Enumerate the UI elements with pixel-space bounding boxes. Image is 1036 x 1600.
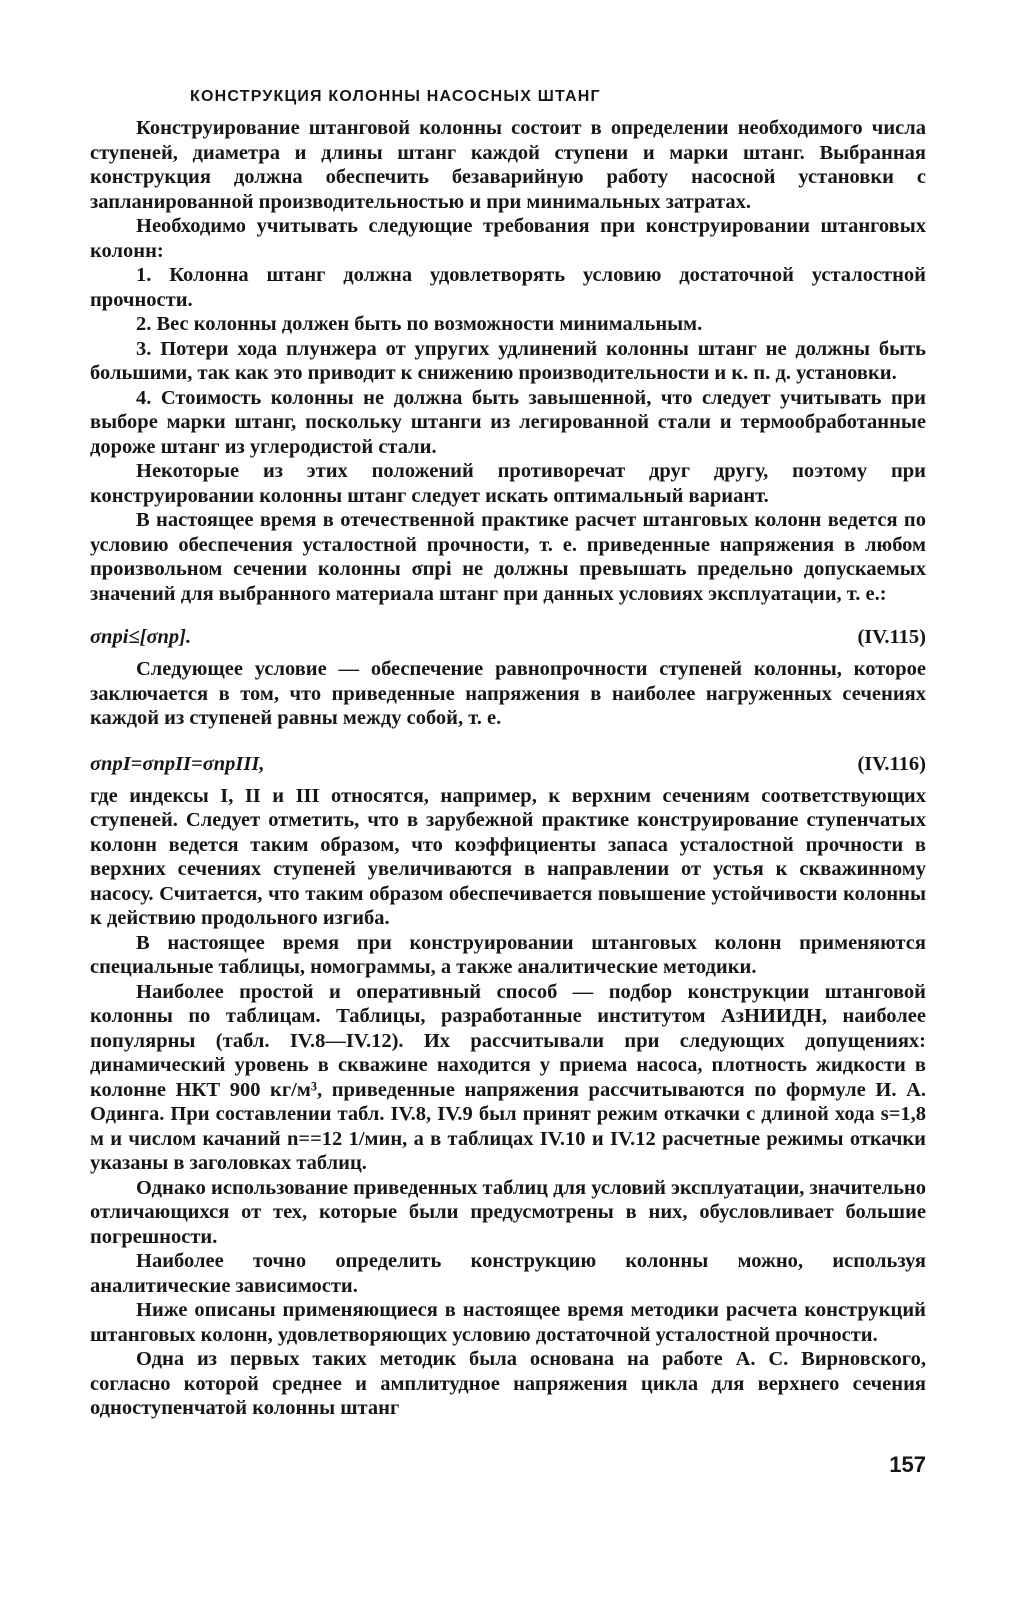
list-item: 3. Потери хода плунжера от упругих удлинений колонны штанг не должны быть большими, так как это приводит к снижению производительности и к. п. д. установки. [90,337,926,384]
page-number: 157 [889,1452,926,1477]
formula-number: (IV.116) [857,752,926,775]
paragraph: Наиболее простой и оперативный способ — подбор конструкции штанговой колонны по таблицам. Таблицы, разработанные институтом АзНИИДН, наиболее популярны (табл. IV.8—IV.12). Их рассчитывали при следующих допущениях: динамический уровень в скважине находится у приема насоса, плотность жидкости в колонне НКТ 900 кг/м³, приведенные напряжения рассчитываются по формуле И. А. Одинга. При составлении табл. IV.8, IV.9 был принят режим откачки с длиной хода s=1,8 м и числом качаний n==12 1/мин, а в таблицах IV.10 и IV.12 расчетные режимы откачки указаны в заголовках таблиц. [90,980,926,1174]
list-item: 4. Стоимость колонны не должна быть завышенной, что следует учитывать при выборе марки штанг, поскольку штанги из легированной стали и термообработанные дороже штанг из углеродистой стали. [90,386,926,458]
paragraph: Ниже описаны применяющиеся в настоящее время методики расчета конструкций штанговых колонн, удовлетворяющих условию достаточной усталостной прочности. [90,1299,926,1346]
formula-expression: σпрi≤[σпр]. [90,626,192,648]
paragraph: Одна из первых таких методик была основана на работе А. С. Вирновского, согласно которой среднее и амплитудное напряжения цикла для верхнего сечения одноступенчатой колонны штанг [90,1348,926,1419]
paragraph: Наиболее точно определить конструкцию колонны можно, используя аналитические зависимости. [90,1250,926,1297]
section-heading: КОНСТРУКЦИЯ КОЛОННЫ НАСОСНЫХ ШТАНГ [190,88,601,105]
formula-iv115 [90,626,926,649]
paragraph: В настоящее время в отечественной практике расчет штанговых колонн ведется по условию обеспечения усталостной прочности, т. е. приведенные напряжения в любом произвольном сечении колонны σпрi не должны превышать предельно допускаемых значений для выбранного материала штанг при данных условиях эксплуатации, т. е.: [90,509,926,605]
paragraph: Следующее условие — обеспечение равнопрочности ступеней колонны, которое заключается в том, что приведенные напряжения в наиболее нагруженных сечениях каждой из ступеней равны между собой, т. е. [90,658,926,729]
paragraph: Конструирование штанговой колонны состоит в определении необходимого числа ступеней, диаметра и длины штанг каждой ступени и марки штанг. Выбранная конструкция должна обеспечить безаварийную работу насосной установки с запланированной производительностью и при минимальных затратах. [90,117,926,213]
body-text [90,657,926,731]
body-text [90,784,926,1421]
paragraph: В настоящее время при конструировании штанговых колонн применяются специальные таблицы, номограммы, а также аналитические методики. [90,931,926,978]
list-item: 1. Колонна штанг должна удовлетворять условию достаточной усталостной прочности. [90,264,926,311]
formula-iv116 [90,753,926,776]
page-content [90,88,926,1421]
list-item: 2. Вес колонны должен быть по возможности минимальным. [136,313,703,335]
formula-number: (IV.115) [857,626,926,648]
paragraph: где индексы I, II и III относятся, например, к верхним сечениям соответствующих ступеней. Следует отметить, что в зарубежной практике конструирование ступенчатых колонн ведется таким образом, что коэффициенты запаса усталостной прочности в верхних сечениях ступеней увеличиваются в направлении от устья к скважинному насосу. Считается, что таким образом обеспечивается повышение устойчивости колонны к действию продольного изгиба. [90,784,926,929]
paragraph: Однако использование приведенных таблиц для условий эксплуатации, значительно отличающихся от тех, которые были предусмотрены в них, обусловливает большие погрешности. [90,1176,926,1248]
body-text [90,116,926,606]
paragraph: Некоторые из этих положений противоречат друг другу, поэтому при конструировании колонны штанг следует искать оптимальный вариант. [90,460,926,507]
formula-expression: σпрI=σпрII=σпрIII, [90,752,265,775]
paragraph: Необходимо учитывать следующие требования при конструировании штанговых колонн: [90,215,926,262]
